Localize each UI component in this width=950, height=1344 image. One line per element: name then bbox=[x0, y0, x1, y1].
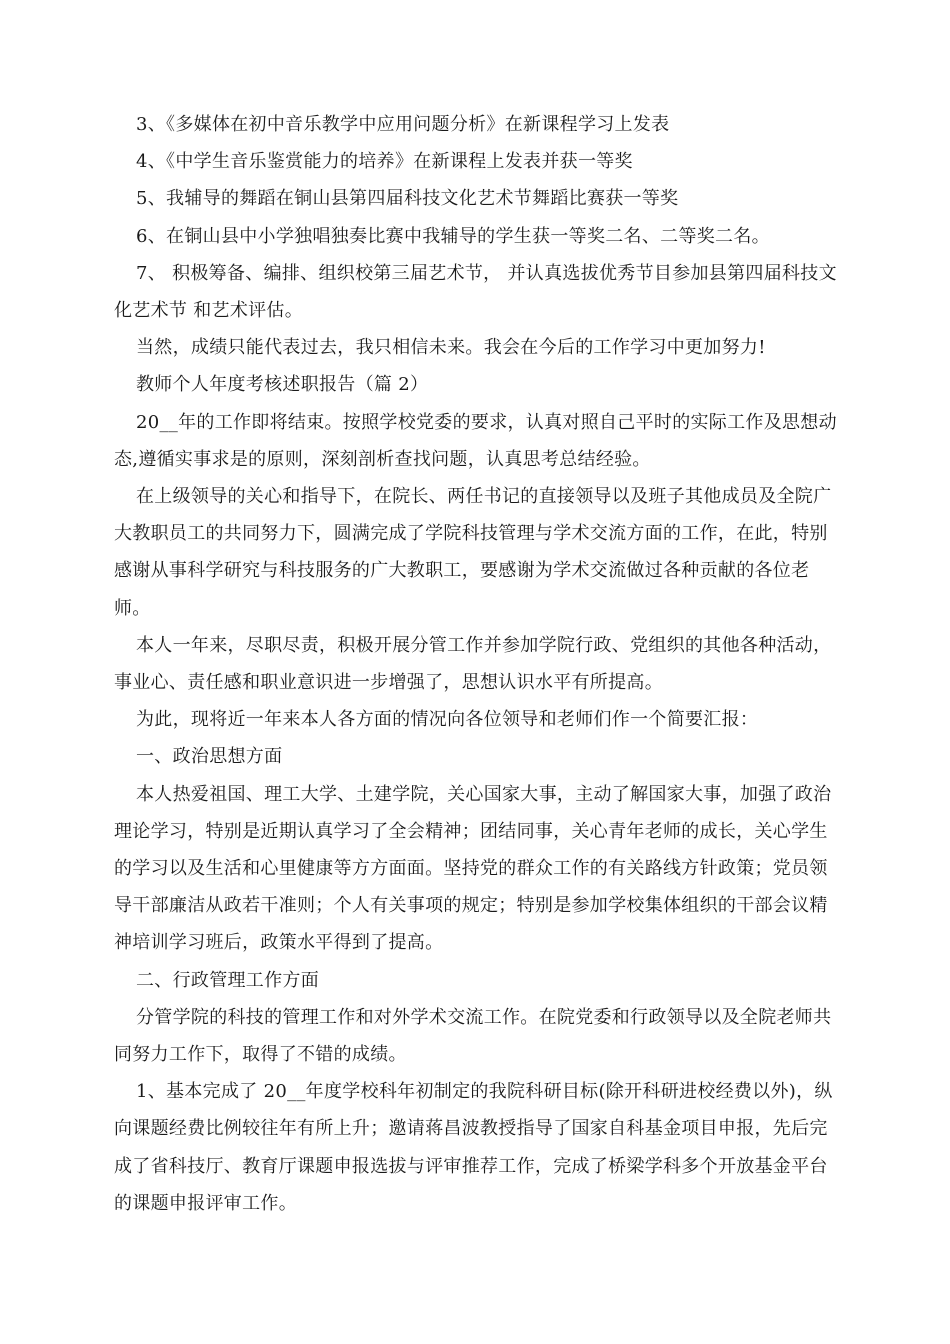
paragraph-award-5: 5、我辅导的舞蹈在铜山县第四届科技文化艺术节舞蹈比赛获一等奖 bbox=[136, 188, 679, 210]
paragraph-award-4: 4、《中学生音乐鉴赏能力的培养》在新课程上发表并获一等奖 bbox=[136, 151, 633, 173]
paragraph-duty: 本人一年来，尽职尽责，积极开展分管工作并参加学院行政、党组织的其他各种活动，事业心、责任感和职业意识进一步增强了，思想认识水平有所提高。 bbox=[114, 634, 832, 694]
paragraph-research-goals: 1、基本完成了 20__年度学校科年初制定的我院科研目标(除开科研进校经费以外)，纵向课题经费比例较往年有所上升；邀请蒋昌波教授指导了国家自科基金项目申报，先后完成了省科技厅、教育厅课题申报选拔与评审推荐工作，完成了桥梁学科多个开放基金平台的课题申报评审工作。 bbox=[114, 1081, 833, 1214]
heading-political: 一、政治思想方面 bbox=[136, 746, 283, 768]
paragraph-thanks: 在上级领导的关心和指导下，在院长、两任书记的直接领导以及班子其他成员及全院广大教职员工的共同努力下，圆满完成了学院科技管理与学术交流方面的工作，在此，特别感谢从事科学研究与科技服务的广大教职工，要感谢为学术交流做过各种贡献的各位老师。 bbox=[114, 486, 832, 619]
paragraph-award-7: 7、 积极筹备、编排、组织校第三届艺术节， 并认真选拔优秀节目参加县第四届科技文化艺术节 和艺术评估。 bbox=[114, 262, 837, 322]
paragraph-political: 本人热爱祖国、理工大学、土建学院，关心国家大事，主动了解国家大事，加强了政治理论学习，特别是近期认真学习了全会精神；团结同事，关心青年老师的成长，关心学生的学习以及生活和心里健康等方方面面。坚持党的群众工作的有关路线方针政策；党员领导干部廉洁从政若干准则；个人有关事项的规定；特别是参加学校集体组织的干部会议精神培训学习班后，政策水平得到了提高。 bbox=[114, 783, 832, 954]
document-body bbox=[114, 106, 838, 1222]
paragraph-intro: 20__年的工作即将结束。按照学校党委的要求，认真对照自己平时的实际工作及思想动态,遵循实事求是的原则，深刻剖析查找问题，认真思考总结经验。 bbox=[114, 411, 837, 470]
paragraph-summary-lead: 为此，现将近一年来本人各方面的情况向各位领导和老师们作一个简要汇报： bbox=[136, 709, 759, 731]
paragraph-closing: 当然，成绩只能代表过去，我只相信未来。我会在今后的工作学习中更加努力! bbox=[136, 337, 766, 359]
heading-administration: 二、行政管理工作方面 bbox=[136, 969, 319, 991]
paragraph-administration: 分管学院的科技的管理工作和对外学术交流工作。在院党委和行政领导以及全院老师共同努力工作下，取得了不错的成绩。 bbox=[114, 1006, 832, 1066]
section-title-report-2: 教师个人年度考核述职报告（篇 2） bbox=[136, 374, 429, 396]
paragraph-award-6: 6、在铜山县中小学独唱独奏比赛中我辅导的学生获一等奖二名、二等奖二名。 bbox=[136, 225, 770, 247]
paragraph-award-3: 3、《多媒体在初中音乐教学中应用问题分析》在新课程学习上发表 bbox=[136, 114, 670, 135]
